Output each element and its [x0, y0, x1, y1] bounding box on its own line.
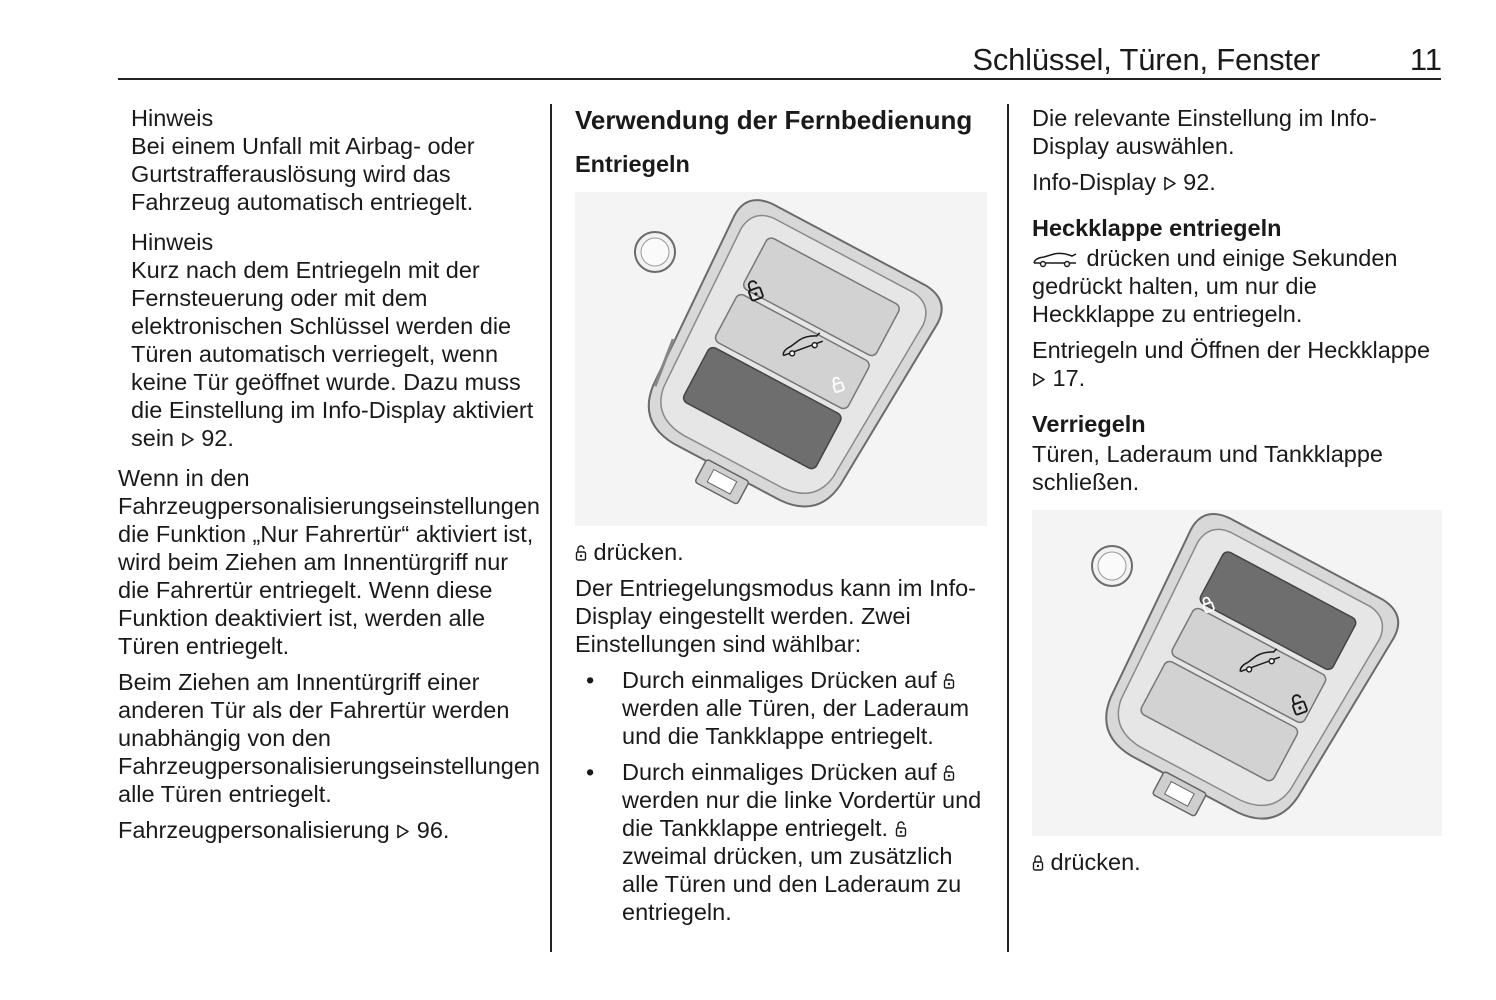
column-2	[575, 104, 995, 934]
column-3	[1032, 104, 1442, 884]
note-airbag	[131, 104, 538, 216]
subsection-tailgate-title: Heckklappe entriegeln	[1032, 215, 1282, 241]
unlock-icon	[943, 672, 955, 690]
press-lock-instruction	[1032, 848, 1442, 876]
page-reference: 92.	[1183, 169, 1216, 195]
key-fob-unlock-illustration	[575, 192, 987, 526]
column-1	[118, 104, 538, 852]
ref-arrow-icon	[1032, 371, 1046, 388]
reference-text: Fahrzeugpersonalisierung	[118, 817, 390, 843]
instruction-text: drücken und einige Sekunden gedrückt halten, um nur die Heckklappe zu entriegeln.	[1032, 245, 1398, 327]
tailgate-icon	[1032, 250, 1080, 268]
column-divider-2	[1007, 104, 1009, 952]
note-auto-lock	[131, 228, 538, 452]
key-fob-lock-illustration	[1032, 510, 1442, 836]
list-text-before: Durch einmaliges Drücken auf	[622, 667, 937, 693]
header-title: Schlüssel, Türen, Fenster	[972, 42, 1320, 77]
list-item	[575, 758, 995, 926]
bullet-icon: •	[586, 667, 595, 693]
unlock-mode-list	[575, 666, 995, 926]
note-text: Bei einem Unfall mit Airbag- oder Gurtstrafferauslösung wird das Fahrzeug automatisch entriegelt.	[131, 133, 475, 215]
note-heading: Hinweis	[131, 229, 214, 255]
ref-arrow-icon	[396, 823, 410, 840]
press-unlock-instruction	[575, 538, 995, 566]
page-reference: 96.	[416, 817, 450, 843]
instruction-text: drücken.	[1050, 849, 1141, 875]
subsection-lock	[1032, 410, 1442, 496]
reference-text: Info-Display	[1032, 169, 1157, 195]
instruction-text: drücken.	[593, 539, 684, 565]
note-text	[131, 256, 538, 452]
paragraph-personalisation-ref	[118, 816, 538, 844]
page-reference: 17.	[1052, 365, 1086, 391]
list-text-middle: werden nur die linke Vordertür und die Tankklappe entriegelt.	[622, 787, 982, 841]
tailgate-instruction	[1032, 244, 1442, 328]
subsection-unlock-title: Entriegeln	[575, 151, 690, 177]
paragraph-tailgate-ref	[1032, 336, 1442, 392]
reference-text: Entriegeln und Öffnen der Heckklappe	[1032, 337, 1431, 363]
ref-arrow-icon	[1163, 175, 1177, 192]
unlock-icon	[943, 764, 955, 782]
subsection-tailgate	[1032, 214, 1442, 392]
list-text-before: Durch einmaliges Drücken auf	[622, 759, 937, 785]
list-item	[575, 666, 995, 750]
paragraph-select-setting: Die relevante Einstellung im Info-Display auswählen.	[1032, 105, 1377, 159]
lock-icon	[1032, 854, 1044, 872]
list-text-after: werden alle Türen, der Laderaum und die Tankklappe entriegelt.	[622, 695, 970, 749]
paragraph-unlock-mode: Der Entriegelungsmodus kann im Info-Display eingestellt werden. Zwei Einstellungen sind wählbar:	[575, 575, 977, 657]
paragraph-other-doors: Beim Ziehen am Innentürgriff einer anderen Tür als der Fahrertür werden unabhängig von den Fahrzeugpersonalisierungseinstellungen alle Türen entriegelt.	[118, 669, 540, 807]
note-heading: Hinweis	[131, 105, 214, 131]
lock-text: Türen, Laderaum und Tankklappe schließen.	[1032, 441, 1383, 495]
page-reference: 92.	[201, 425, 234, 451]
header-rule	[118, 78, 1441, 80]
paragraph-info-display-ref	[1032, 168, 1442, 196]
section-title: Verwendung der Fernbedienung	[575, 105, 973, 135]
bullet-icon: •	[586, 759, 595, 785]
list-text-after: zweimal drücken, um zusätzlich alle Türen und den Laderaum zu entriegeln.	[622, 843, 962, 925]
unlock-icon	[895, 820, 907, 838]
note-body: Kurz nach dem Entriegeln mit der Fernsteuerung oder mit dem elektronischen Schlüssel werden die Türen automatisch verriegelt, wenn keine Tür geöffnet wurde. Dazu muss die Einstellung im Info-Display aktiviert sein	[131, 257, 534, 451]
page-number: 11	[1409, 42, 1442, 77]
column-divider-1	[550, 104, 552, 952]
ref-arrow-icon	[181, 431, 195, 448]
unlock-icon	[575, 544, 587, 562]
paragraph-driver-door: Wenn in den Fahrzeugpersonalisierungseinstellungen die Funktion „Nur Fahrertür“ aktiviert ist, wird beim Ziehen am Innentürgriff nur die Fahrertür entriegelt. Wenn diese Funktion deaktiviert ist, werden alle Türen entriegelt.	[118, 465, 540, 659]
subsection-lock-title: Verriegeln	[1032, 411, 1146, 437]
